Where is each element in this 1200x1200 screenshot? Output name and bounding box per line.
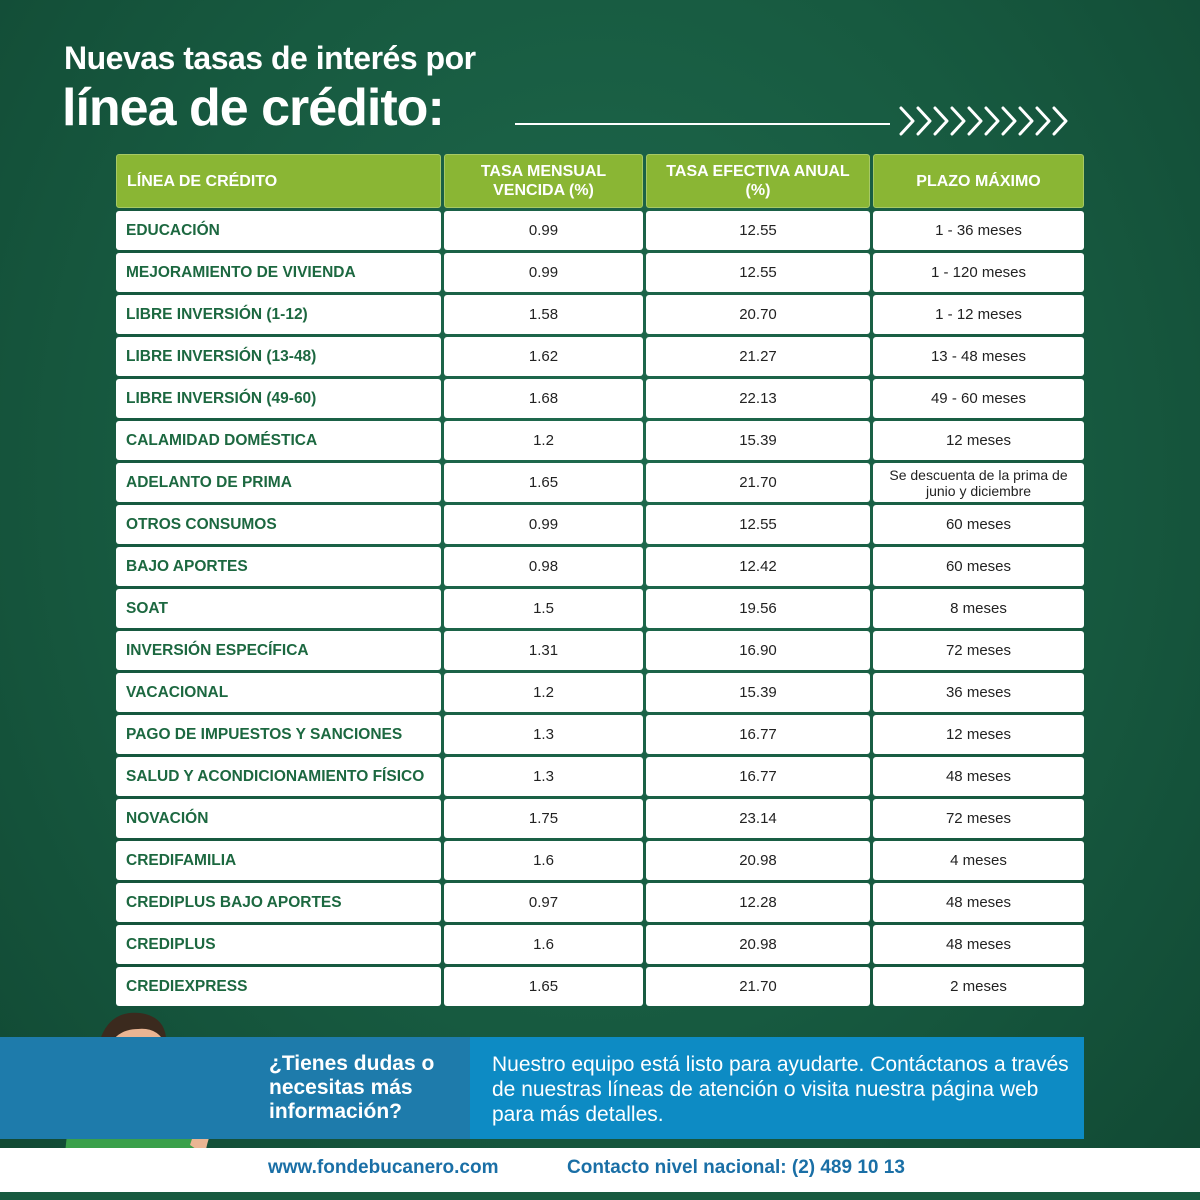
annual-rate: 22.13 xyxy=(646,379,870,418)
column-header-monthly: TASA MENSUAL VENCIDA (%) xyxy=(444,154,643,208)
credit-line-name: OTROS CONSUMOS xyxy=(116,505,441,544)
credit-line-name: CREDIFAMILIA xyxy=(116,841,441,880)
monthly-rate: 1.6 xyxy=(444,925,643,964)
annual-rate: 23.14 xyxy=(646,799,870,838)
table-row xyxy=(116,841,1084,880)
monthly-rate: 1.65 xyxy=(444,463,643,502)
chevron-icon xyxy=(986,108,998,134)
monthly-rate: 0.99 xyxy=(444,505,643,544)
table-row xyxy=(116,421,1084,460)
credit-line-name: CREDIPLUS xyxy=(116,925,441,964)
title-line-1: Nuevas tasas de interés por xyxy=(64,40,476,76)
monthly-rate: 1.5 xyxy=(444,589,643,628)
annual-rate: 12.55 xyxy=(646,211,870,250)
table-row xyxy=(116,967,1084,1006)
max-term: 8 meses xyxy=(873,589,1084,628)
max-term: 49 - 60 meses xyxy=(873,379,1084,418)
max-term: 1 - 36 meses xyxy=(873,211,1084,250)
website-link[interactable]: www.fondebucanero.com xyxy=(268,1157,499,1178)
chevron-icon xyxy=(1054,108,1066,134)
help-message: Nuestro equipo está listo para ayudarte. Contáctanos a través de nuestras líneas de atención o visita nuestra página web para más detalles. xyxy=(492,1053,1069,1126)
table-row xyxy=(116,715,1084,754)
max-term: 48 meses xyxy=(873,925,1084,964)
rates-table xyxy=(113,151,1087,1009)
bottom-strip xyxy=(0,1192,1200,1200)
table-row xyxy=(116,211,1084,250)
max-term: 36 meses xyxy=(873,673,1084,712)
table-row xyxy=(116,379,1084,418)
credit-line-name: LIBRE INVERSIÓN (1-12) xyxy=(116,295,441,334)
annual-rate: 12.42 xyxy=(646,547,870,586)
column-header-line: LÍNEA DE CRÉDITO xyxy=(116,154,441,208)
max-term: 48 meses xyxy=(873,757,1084,796)
max-term: 48 meses xyxy=(873,883,1084,922)
max-term: 12 meses xyxy=(873,715,1084,754)
monthly-rate: 1.58 xyxy=(444,295,643,334)
max-term: 72 meses xyxy=(873,799,1084,838)
monthly-rate: 1.6 xyxy=(444,841,643,880)
annual-rate: 20.98 xyxy=(646,841,870,880)
chevron-icon xyxy=(1037,108,1049,134)
monthly-rate: 1.65 xyxy=(444,967,643,1006)
chevron-icon xyxy=(969,108,981,134)
annual-rate: 16.77 xyxy=(646,757,870,796)
table-row xyxy=(116,757,1084,796)
credit-line-name: EDUCACIÓN xyxy=(116,211,441,250)
credit-line-name: CREDIPLUS BAJO APORTES xyxy=(116,883,441,922)
table-row xyxy=(116,337,1084,376)
table-row xyxy=(116,295,1084,334)
chevron-arrows-icon xyxy=(895,103,1085,139)
credit-line-name: MEJORAMIENTO DE VIVIENDA xyxy=(116,253,441,292)
credit-line-name: SALUD Y ACONDICIONAMIENTO FÍSICO xyxy=(116,757,441,796)
max-term: 1 - 12 meses xyxy=(873,295,1084,334)
credit-line-name: NOVACIÓN xyxy=(116,799,441,838)
credit-line-name: VACACIONAL xyxy=(116,673,441,712)
table-row xyxy=(116,589,1084,628)
chevron-icon xyxy=(1020,108,1032,134)
table-header-row xyxy=(116,154,1084,208)
annual-rate: 20.98 xyxy=(646,925,870,964)
monthly-rate: 0.98 xyxy=(444,547,643,586)
max-term: 13 - 48 meses xyxy=(873,337,1084,376)
monthly-rate: 0.99 xyxy=(444,211,643,250)
title-line-2: línea de crédito: xyxy=(62,79,444,137)
credit-line-name: LIBRE INVERSIÓN (49-60) xyxy=(116,379,441,418)
monthly-rate: 1.3 xyxy=(444,715,643,754)
max-term: 60 meses xyxy=(873,547,1084,586)
annual-rate: 12.55 xyxy=(646,505,870,544)
faq-question: ¿Tienes dudas o necesitas más información? xyxy=(269,1052,435,1123)
chevron-icon xyxy=(901,108,913,134)
credit-line-name: CREDIEXPRESS xyxy=(116,967,441,1006)
annual-rate: 16.90 xyxy=(646,631,870,670)
credit-line-name: INVERSIÓN ESPECÍFICA xyxy=(116,631,441,670)
monthly-rate: 0.99 xyxy=(444,253,643,292)
monthly-rate: 1.31 xyxy=(444,631,643,670)
max-term: 1 - 120 meses xyxy=(873,253,1084,292)
credit-line-name: CALAMIDAD DOMÉSTICA xyxy=(116,421,441,460)
table-row xyxy=(116,673,1084,712)
annual-rate: 12.28 xyxy=(646,883,870,922)
chevron-icon xyxy=(1003,108,1015,134)
table-row xyxy=(116,925,1084,964)
max-term: 12 meses xyxy=(873,421,1084,460)
table-row xyxy=(116,505,1084,544)
table-row xyxy=(116,547,1084,586)
annual-rate: 21.70 xyxy=(646,967,870,1006)
table-row xyxy=(116,883,1084,922)
annual-rate: 15.39 xyxy=(646,421,870,460)
monthly-rate: 1.3 xyxy=(444,757,643,796)
annual-rate: 16.77 xyxy=(646,715,870,754)
annual-rate: 15.39 xyxy=(646,673,870,712)
monthly-rate: 1.68 xyxy=(444,379,643,418)
chevron-icon xyxy=(918,108,930,134)
monthly-rate: 1.62 xyxy=(444,337,643,376)
table-row xyxy=(116,253,1084,292)
title-underline xyxy=(515,123,890,125)
monthly-rate: 0.97 xyxy=(444,883,643,922)
credit-line-name: SOAT xyxy=(116,589,441,628)
table-row xyxy=(116,799,1084,838)
monthly-rate: 1.2 xyxy=(444,673,643,712)
annual-rate: 21.70 xyxy=(646,463,870,502)
monthly-rate: 1.75 xyxy=(444,799,643,838)
credit-line-name: PAGO DE IMPUESTOS Y SANCIONES xyxy=(116,715,441,754)
column-header-annual: TASA EFECTIVA ANUAL (%) xyxy=(646,154,870,208)
chevron-icon xyxy=(935,108,947,134)
chevron-icon xyxy=(952,108,964,134)
annual-rate: 12.55 xyxy=(646,253,870,292)
credit-line-name: BAJO APORTES xyxy=(116,547,441,586)
table-row xyxy=(116,631,1084,670)
max-term: 4 meses xyxy=(873,841,1084,880)
annual-rate: 21.27 xyxy=(646,337,870,376)
max-term: Se descuenta de la prima de junio y diciembre xyxy=(873,463,1084,502)
max-term: 60 meses xyxy=(873,505,1084,544)
annual-rate: 19.56 xyxy=(646,589,870,628)
column-header-term: PLAZO MÁXIMO xyxy=(873,154,1084,208)
max-term: 2 meses xyxy=(873,967,1084,1006)
credit-line-name: LIBRE INVERSIÓN (13-48) xyxy=(116,337,441,376)
table-row xyxy=(116,463,1084,502)
credit-line-name: ADELANTO DE PRIMA xyxy=(116,463,441,502)
contact-phone: Contacto nivel nacional: (2) 489 10 13 xyxy=(567,1157,905,1178)
monthly-rate: 1.2 xyxy=(444,421,643,460)
max-term: 72 meses xyxy=(873,631,1084,670)
annual-rate: 20.70 xyxy=(646,295,870,334)
